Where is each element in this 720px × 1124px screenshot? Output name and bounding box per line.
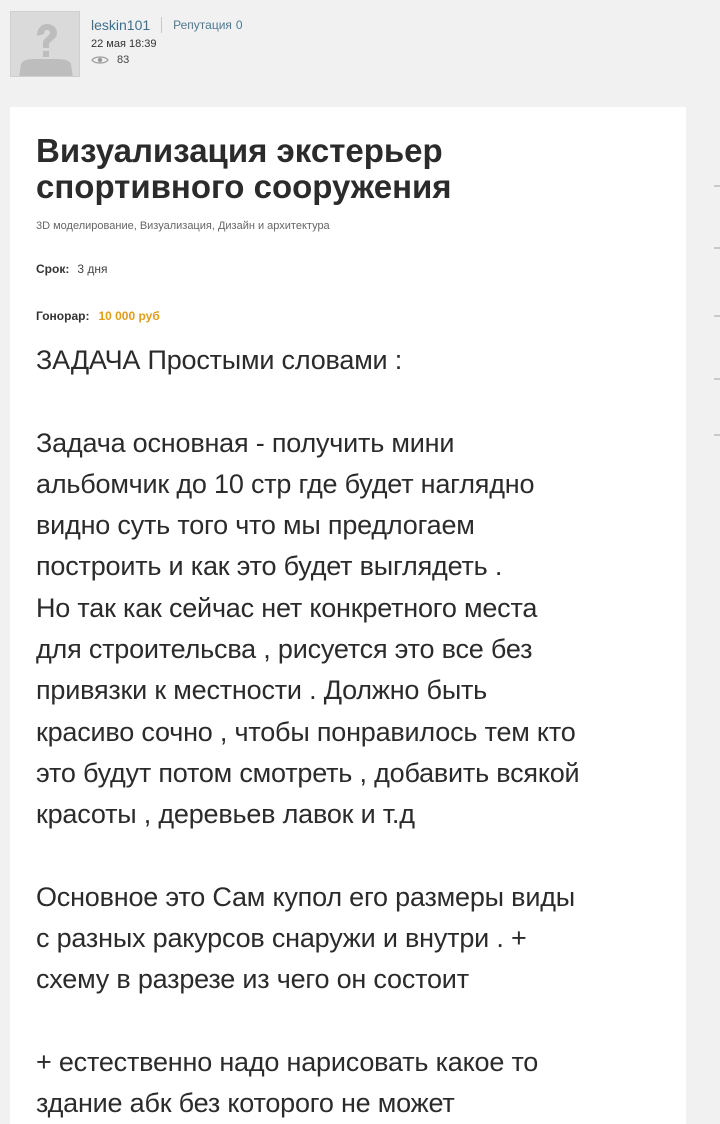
- edge-marker: [714, 378, 720, 380]
- fee-label: Гонорар:: [36, 309, 90, 323]
- post-categories[interactable]: 3D моделирование, Визуализация, Дизайн и архитектура: [36, 220, 330, 232]
- username-link[interactable]: leskin101: [91, 17, 151, 33]
- avatar[interactable]: [10, 11, 80, 77]
- body-line: привязки к местности . Должно быть: [36, 675, 488, 706]
- deadline-value: 3 дня: [77, 262, 108, 276]
- body-blank-line: [36, 381, 666, 422]
- body-line: здание абк без которого не может: [36, 1088, 455, 1119]
- reputation-label[interactable]: Репутация: [173, 18, 232, 32]
- reputation-value[interactable]: 0: [235, 18, 243, 32]
- deadline-field: [36, 262, 107, 276]
- post-date: 22 мая 18:39: [91, 38, 157, 50]
- body-line: Основное это Сам купол его размеры виды: [36, 881, 575, 912]
- body-blank-line: [36, 1001, 666, 1042]
- body-line: это будут потом смотреть , добавить всякой: [36, 757, 580, 788]
- body-line: красоты , деревьев лавок и т.д: [36, 799, 415, 830]
- body-line: Но так как сейчас нет конкретного места: [36, 592, 538, 623]
- deadline-label: Срок:: [36, 262, 70, 276]
- divider: [161, 17, 162, 33]
- body-line: ЗАДАЧА Простыми словами :: [36, 345, 403, 375]
- post-card: [10, 107, 686, 1124]
- eye-icon: [91, 55, 109, 65]
- body-line: построить и как это будет выглядеть .: [36, 551, 503, 582]
- body-line: красиво сочно , чтобы понравилось тем кто: [36, 716, 576, 747]
- body-line: видно суть того что мы предлогаем: [36, 510, 475, 541]
- post-body: [36, 340, 666, 1124]
- edge-marker: [714, 434, 720, 436]
- fee-value: 10 000 руб: [98, 309, 160, 323]
- edge-marker: [714, 247, 720, 249]
- edge-marker: [714, 185, 720, 187]
- body-line: для строительсва , рисуется это все без: [36, 634, 533, 665]
- body-line: Задача основная - получить мини: [36, 427, 455, 458]
- fee-field: [36, 309, 160, 323]
- edge-marker: [714, 315, 720, 317]
- view-count-value: 83: [117, 54, 130, 66]
- body-line: с разных ракурсов снаружи и внутри . +: [36, 923, 527, 954]
- body-line: схему в разрезе из чего он состоит: [36, 964, 469, 995]
- post-title: Визуализация экстерьер спортивного сооружения: [36, 132, 452, 205]
- body-line: альбомчик до 10 стр где будет наглядно: [36, 468, 535, 499]
- view-count: [91, 53, 351, 67]
- author-meta: [91, 16, 351, 67]
- default-user-avatar-icon: [11, 12, 80, 77]
- body-line: + естественно надо нарисовать какое то: [36, 1047, 539, 1078]
- body-blank-line: [36, 836, 666, 877]
